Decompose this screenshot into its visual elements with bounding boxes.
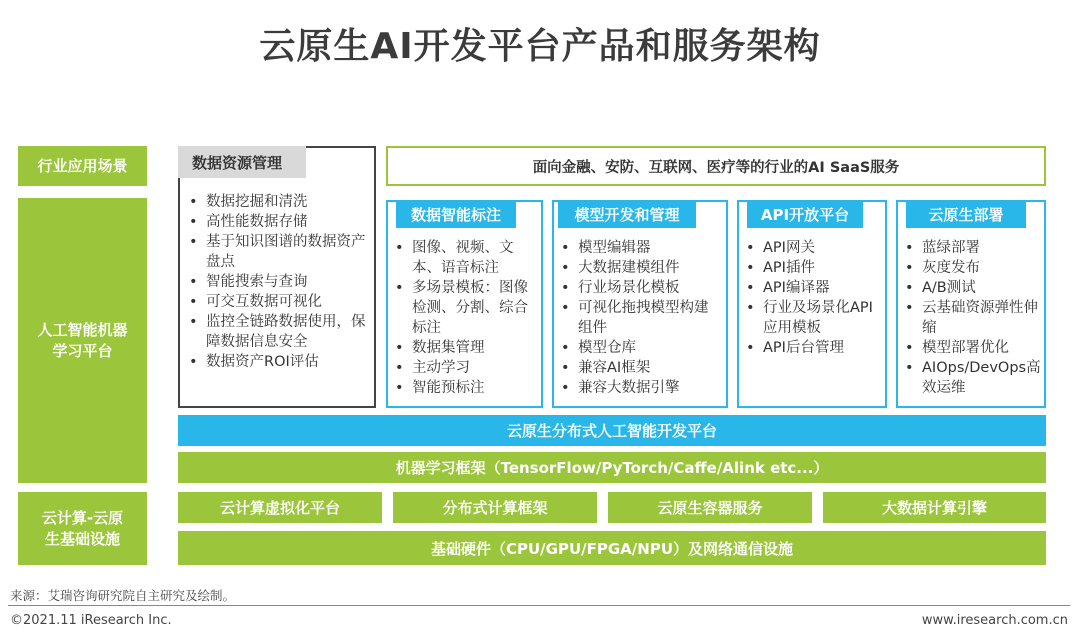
label-ml-line2: 学习平台 bbox=[52, 341, 113, 360]
list-item: • 大数据建模组件 bbox=[558, 258, 722, 278]
hardware-bar: 基础硬件（CPU/GPU/FPGA/NPU）及网络通信设施 bbox=[178, 531, 1046, 565]
infra-bigdata-engine-bar: 大数据计算引擎 bbox=[823, 492, 1046, 523]
module-model-dev-list bbox=[558, 238, 722, 398]
list-item: • 行业场景化模板 bbox=[558, 278, 722, 298]
list-item: • 数据挖掘和清洗 bbox=[186, 192, 368, 212]
list-item: • 云基础资源弹性伸缩 bbox=[902, 298, 1042, 338]
label-industry-text: 行业应用场景 bbox=[37, 156, 128, 175]
label-cloud-line1: 云计算-云原 bbox=[41, 509, 124, 528]
label-cloud-infra bbox=[18, 492, 147, 565]
label-ml-platform bbox=[18, 198, 147, 483]
label-industry-scenarios bbox=[18, 146, 147, 186]
page-title: 云原生AI开发平台产品和服务架构 bbox=[259, 26, 821, 67]
list-item: • 图像、视频、文本、语音标注 bbox=[392, 238, 538, 278]
module-annotation-title: 数据智能标注 bbox=[396, 200, 516, 228]
infra-virtualization-bar: 云计算虚拟化平台 bbox=[178, 492, 382, 523]
list-item: • 模型仓库 bbox=[558, 338, 722, 358]
ml-framework-bar: 机器学习框架（TensorFlow/PyTorch/Caffe/Alink etc...） bbox=[178, 452, 1046, 483]
list-item: • 兼容AI框架 bbox=[558, 358, 722, 378]
list-item: • 主动学习 bbox=[392, 358, 538, 378]
list-item: • 基于知识图谱的数据资产盘点 bbox=[186, 232, 368, 272]
list-item: • 兼容大数据引擎 bbox=[558, 378, 722, 398]
list-item: • 监控全链路数据使用，保障数据信息安全 bbox=[186, 312, 368, 352]
list-item: • 可视化拖拽模型构建组件 bbox=[558, 298, 722, 338]
label-ml-line1: 人工智能机器 bbox=[37, 321, 128, 340]
label-cloud-line2: 生基础设施 bbox=[44, 529, 120, 548]
list-item: • 模型编辑器 bbox=[558, 238, 722, 258]
list-item: • 智能搜索与查询 bbox=[186, 272, 368, 292]
module-deploy-panel bbox=[896, 200, 1046, 408]
website-link[interactable]: www.iresearch.com.cn bbox=[921, 613, 1068, 628]
module-api-list bbox=[743, 238, 883, 358]
list-item: • 数据集管理 bbox=[392, 338, 538, 358]
module-api-panel bbox=[737, 200, 887, 408]
list-item: • 智能预标注 bbox=[392, 378, 538, 398]
list-item: • API后台管理 bbox=[743, 338, 883, 358]
infra-container-service-bar: 云原生容器服务 bbox=[608, 492, 812, 523]
list-item: • 行业及场景化API应用模板 bbox=[743, 298, 883, 338]
module-annotation-list bbox=[392, 238, 538, 398]
footer-divider bbox=[8, 605, 1070, 606]
list-item: • API编译器 bbox=[743, 278, 883, 298]
saas-services-band: 面向金融、安防、互联网、医疗等的行业的AI SaaS服务 bbox=[386, 146, 1046, 186]
list-item: • AIOps/DevOps高效运维 bbox=[902, 358, 1042, 398]
source-note: 来源：艾瑞咨询研究院自主研究及绘制。 bbox=[10, 588, 236, 603]
list-item: • 多场景模板：图像检测、分割、综合标注 bbox=[392, 278, 538, 338]
list-item: • 可交互数据可视化 bbox=[186, 292, 368, 312]
module-api-title: API开放平台 bbox=[747, 200, 863, 228]
list-item: • 蓝绿部署 bbox=[902, 238, 1042, 258]
data-resource-panel bbox=[178, 146, 376, 408]
infra-distributed-compute-bar: 分布式计算框架 bbox=[393, 492, 597, 523]
list-item: • 模型部署优化 bbox=[902, 338, 1042, 358]
data-resource-list bbox=[186, 192, 368, 372]
module-deploy-title: 云原生部署 bbox=[906, 200, 1026, 228]
list-item: • API网关 bbox=[743, 238, 883, 258]
module-model-dev-title: 模型开发和管理 bbox=[558, 200, 696, 228]
list-item: • A/B测试 bbox=[902, 278, 1042, 298]
list-item: • 高性能数据存储 bbox=[186, 212, 368, 232]
module-model-dev-panel bbox=[552, 200, 728, 408]
list-item: • API插件 bbox=[743, 258, 883, 278]
data-resource-title: 数据资源管理 bbox=[178, 146, 306, 178]
distributed-ai-platform-bar: 云原生分布式人工智能开发平台 bbox=[178, 415, 1046, 446]
list-item: • 数据资产ROI评估 bbox=[186, 352, 368, 372]
list-item: • 灰度发布 bbox=[902, 258, 1042, 278]
module-annotation-panel bbox=[386, 200, 543, 408]
module-deploy-list bbox=[902, 238, 1042, 398]
copyright: ©2021.11 iResearch Inc. bbox=[10, 613, 172, 628]
